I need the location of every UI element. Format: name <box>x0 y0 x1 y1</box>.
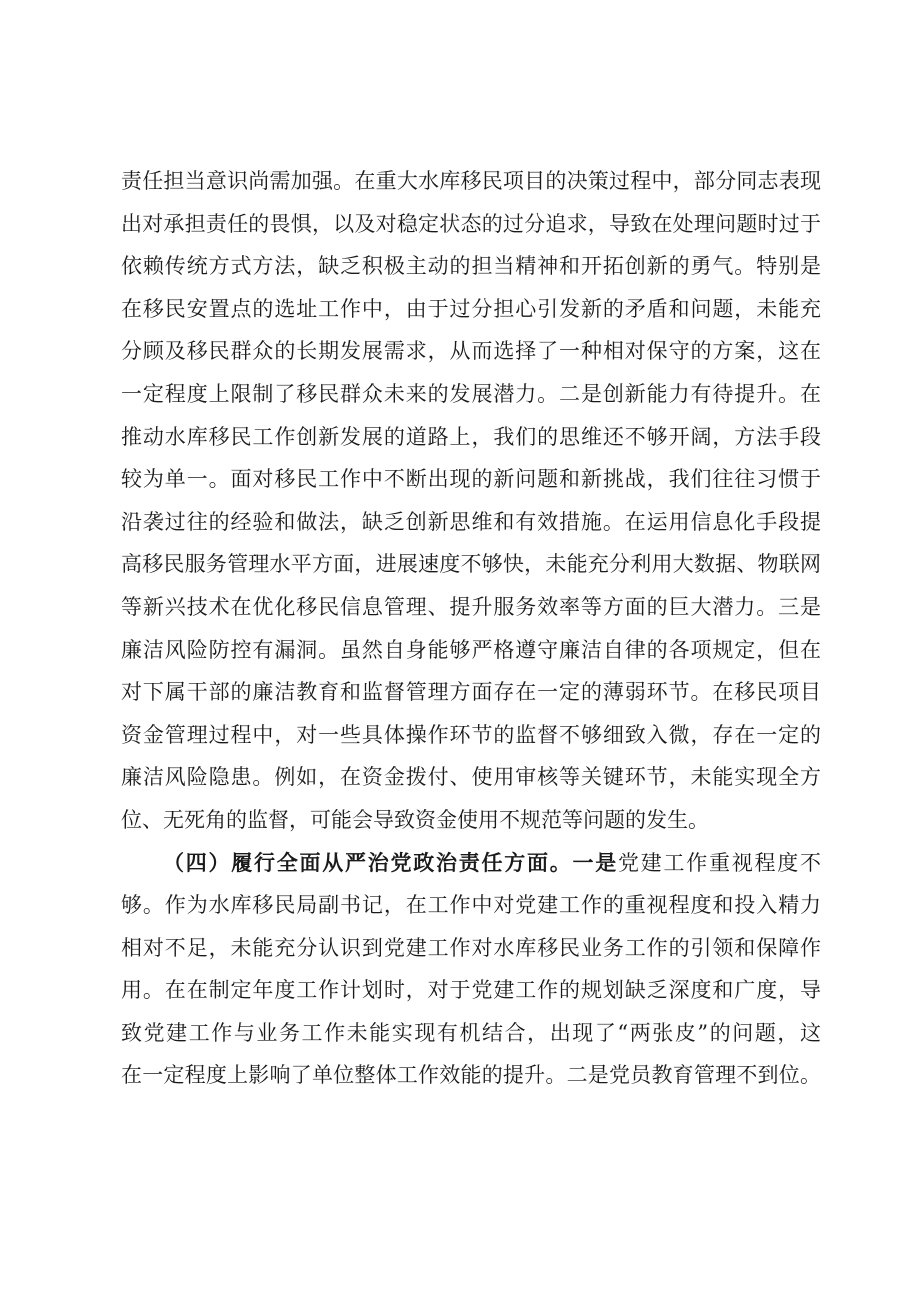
text-line: 分顾及移民群众的长期发展需求，从而选择了一种相对保守的方案，这在 <box>121 339 821 364</box>
text-line: 对下属干部的廉洁教育和监督管理方面存在一定的薄弱环节。在移民项目 <box>121 680 821 705</box>
text-line: 一定程度上限制了移民群众未来的发展潜力。二是创新能力有待提升。在 <box>121 381 821 406</box>
text-line: 致党建工作与业务工作未能实现有机结合，出现了“两张皮”的问题，这 <box>121 1020 821 1045</box>
text-line: 较为单一。面对移民工作中不断出现的新问题和新挑战，我们往往习惯于 <box>121 467 821 492</box>
text-line: 相对不足，未能充分认识到党建工作对水库移民业务工作的引领和保障作 <box>121 935 821 960</box>
section-heading: （四）履行全面从严治党政治责任方面。一是 <box>163 849 618 875</box>
text-line: 高移民服务管理水平方面，进展速度不够快，未能充分利用大数据、物联网 <box>121 552 821 577</box>
text-line: 等新兴技术在优化移民信息管理、提升服务效率等方面的巨大潜力。三是 <box>121 594 821 619</box>
text-line: 够。作为水库移民局副书记，在工作中对党建工作的重视程度和投入精力 <box>121 893 821 918</box>
text-line: 在一定程度上影响了单位整体工作效能的提升。二是党员教育管理不到位。 <box>121 1063 821 1088</box>
text-line: 在移民安置点的选址工作中，由于过分担心引发新的矛盾和问题，未能充 <box>121 296 821 321</box>
paragraph-1 <box>121 160 821 842</box>
body-text <box>121 160 821 1097</box>
text-line: 资金管理过程中，对一些具体操作环节的监督不够细致入微，存在一定的 <box>121 722 821 747</box>
text-line: 责任担当意识尚需加强。在重大水库移民项目的决策过程中，部分同志表现 <box>121 169 821 193</box>
text-line: 廉洁风险隐患。例如，在资金拨付、使用审核等关键环节，未能实现全方 <box>121 765 821 790</box>
paragraph-2 <box>121 842 821 1098</box>
text-line: 用。在在制定年度工作计划时，对于党建工作的规划缺乏深度和广度，导 <box>121 978 821 1003</box>
text-line: 沿袭过往的经验和做法，缺乏创新思维和有效措施。在运用信息化手段提 <box>121 509 821 534</box>
text-line <box>121 842 821 885</box>
text-line: 位、无死角的监督，可能会导致资金使用不规范等问题的发生。 <box>121 807 709 832</box>
text-line: 推动水库移民工作创新发展的道路上，我们的思维还不够开阔，方法手段 <box>121 424 821 449</box>
text-line: 依赖传统方式方法，缺乏积极主动的担当精神和开拓创新的勇气。特别是 <box>121 254 821 279</box>
text-line: 出对承担责任的畏惧，以及对稳定状态的过分追求，导致在处理问题时过于 <box>121 211 821 236</box>
text-line: 廉洁风险防控有漏洞。虽然自身能够严格遵守廉洁自律的各项规定，但在 <box>121 637 821 662</box>
heading-line-rest: 党建工作重视程度不 <box>618 850 821 875</box>
